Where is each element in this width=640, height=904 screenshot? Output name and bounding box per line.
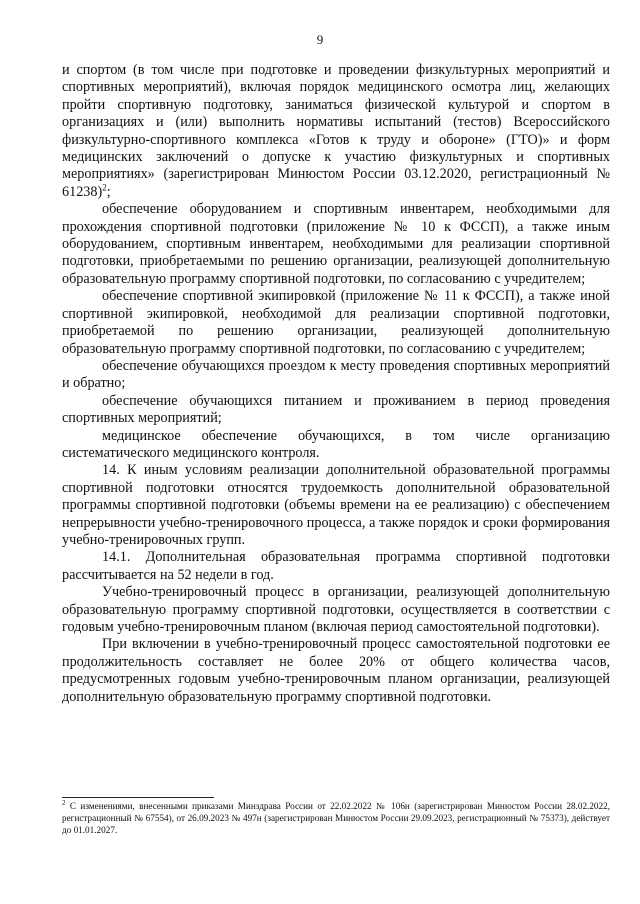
- paragraph-section-14: 14. К иным условиям реализации дополнительной образовательной программы спортивной подготовки относятся трудоемкость дополнительной образовательной программы спортивной подготовки (объемы времени на ее реализацию) с обеспечением непрерывности учебно-тренировочного процесса, а также порядок и сроки формирования учебно-тренировочных групп.: [62, 462, 610, 548]
- footnote: [62, 798, 611, 836]
- paragraph-continuation: [62, 62, 610, 201]
- page-number: 9: [316, 32, 324, 47]
- footnote-reference-punct: ;: [106, 183, 111, 200]
- footnote-reference: 2: [102, 182, 107, 193]
- footnote-text: С изменениями, внесенными приказами Минздрава России от 22.02.2022 № 106н (зарегистрирован Минюстом России 28.02.2022, регистрационный № 67554), от 26.09.2023 № 497н (зарегистрирован Минюстом России 29.09.2023, регистрационный № 75373), действует до 01.01.2027.: [62, 801, 611, 835]
- document-body: [62, 62, 610, 706]
- footnote-divider: [62, 797, 214, 798]
- footnote-marker: 2: [62, 798, 66, 807]
- paragraph-self-training: При включении в учебно-тренировочный процесс самостоятельной подготовки ее продолжительность составляет не более 20% от общего количества часов, предусмотренных годовым учебно-тренировочным планом организации, реализующей дополнительную образовательную программу спортивной подготовки.: [62, 636, 610, 705]
- paragraph-equipment: обеспечение оборудованием и спортивным инвентарем, необходимыми для прохождения спортивной подготовки (приложение № 10 к ФССП), а также иным оборудованием, спортивным инвентарем, необходимыми для реализации спортивной подготовки, приобретаемыми по решению организации, реализующей дополнительную образовательную программу спортивной подготовки, по согласованию с учредителем;: [62, 201, 610, 287]
- paragraph-travel: обеспечение обучающихся проездом к месту проведения спортивных мероприятий и обратно;: [62, 357, 610, 392]
- paragraph-medical: медицинское обеспечение обучающихся, в том числе организацию систематического медицинского контроля.: [62, 427, 610, 461]
- paragraph-training-process: Учебно-тренировочный процесс в организации, реализующей дополнительную образовательную программу спортивной подготовки, осуществляется в соответствии с годовым учебно-тренировочным планом (включая период самостоятельной подготовки).: [62, 584, 610, 635]
- paragraph-text: и спортом (в том числе при подготовке и проведении физкультурных мероприятий и спортивных мероприятий), включая порядок медицинского осмотра лиц, желающих пройти спортивную подготовку, заниматься физической культурой и спортом в организациях и (или) выполнить нормативы испытаний (тестов) Всероссийского физкультурно-спортивного комплекса «Готов к труду и обороне» (ГТО)» и форм медицинских заключений о допуске к участию физкультурных и спортивных мероприятиях» (зарегистрирован Минюстом России 03.12.2020, регистрационный № 61238): [62, 62, 610, 200]
- paragraph-meals: обеспечение обучающихся питанием и проживанием в период проведения спортивных мероприятий;: [62, 392, 610, 427]
- paragraph-outfit: обеспечение спортивной экипировкой (приложение № 11 к ФССП), а также иной спортивной экипировкой, необходимой для реализации спортивной подготовки, приобретаемой по решению организации, реализующей дополнительную образовательную программу спортивной подготовки, по согласованию с учредителем;: [62, 288, 610, 357]
- paragraph-section-14-1: 14.1. Дополнительная образовательная программа спортивной подготовки рассчитывается на 52 недели в год.: [62, 549, 610, 583]
